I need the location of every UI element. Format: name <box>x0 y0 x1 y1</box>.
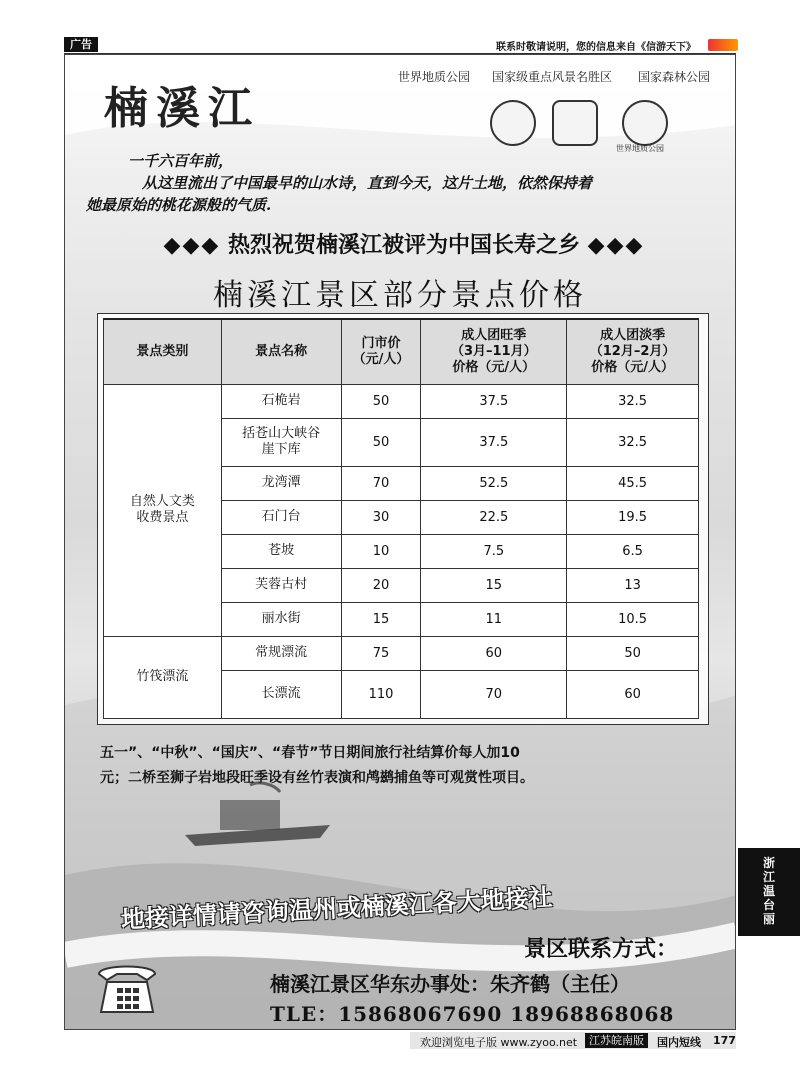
office-contact: 楠溪江景区华东办事处：朱齐鹤（主任） <box>270 972 630 996</box>
table-row <box>104 636 699 670</box>
category-cell: 竹筏漂流 <box>104 636 222 718</box>
spot-name-cell: 丽水街 <box>221 602 341 636</box>
retail-price-cell: 10 <box>341 534 421 568</box>
spot-name-cell: 苍坡 <box>221 534 341 568</box>
table-row <box>104 384 699 418</box>
spot-name-cell: 长漂流 <box>221 670 341 718</box>
offpeak-price-cell: 32.5 <box>567 418 699 466</box>
peak-price-cell: 60 <box>421 636 567 670</box>
peak-price-cell: 15 <box>421 568 567 602</box>
retail-price-cell: 75 <box>341 636 421 670</box>
diamond-ornament-left: ◆◆◆ <box>163 233 221 258</box>
telephone-icon <box>95 958 159 1016</box>
diamond-ornament-right: ◆◆◆ <box>587 233 645 258</box>
spot-name-cell: 石桅岩 <box>221 384 341 418</box>
retail-price-cell: 20 <box>341 568 421 602</box>
offpeak-price-cell: 6.5 <box>567 534 699 568</box>
peak-price-cell: 22.5 <box>421 500 567 534</box>
offpeak-price-cell: 13 <box>567 568 699 602</box>
header-category: 景点类别 <box>104 319 222 384</box>
peak-price-cell: 70 <box>421 670 567 718</box>
ad-tag: 广告 <box>64 37 98 52</box>
footer-edition-badge: 江苏皖南版 <box>585 1033 648 1048</box>
peak-price-cell: 52.5 <box>421 466 567 500</box>
side-tab-char: 江 <box>762 870 775 884</box>
category-cell: 自然人文类 收费景点 <box>104 384 222 636</box>
footer-section: 国内短线 <box>657 1036 701 1049</box>
poem-line-1: 一千六百年前， <box>128 152 234 170</box>
header-offpeak-price: 成人团淡季 （12月–2月） 价格（元/人） <box>567 319 699 384</box>
header-spot-name: 景点名称 <box>221 319 341 384</box>
page-number: 177 <box>713 1034 736 1047</box>
contact-title: 景区联系方式： <box>524 937 679 962</box>
offpeak-price-cell: 19.5 <box>567 500 699 534</box>
retail-price-cell: 110 <box>341 670 421 718</box>
notes-line-1: 五一”、“中秋”、“国庆”、“春节”节日期间旅行社结算价每人加10 <box>100 745 520 761</box>
spot-name-cell: 括苍山大峡谷 崖下库 <box>221 418 341 466</box>
retail-price-cell: 50 <box>341 418 421 466</box>
side-tab-char: 温 <box>762 884 775 898</box>
offpeak-price-cell: 10.5 <box>567 602 699 636</box>
retail-price-cell: 70 <box>341 466 421 500</box>
price-table <box>103 318 699 719</box>
header-retail-price: 门市价 （元/人） <box>341 319 421 384</box>
retail-price-cell: 15 <box>341 602 421 636</box>
bamboo-raft-illustration <box>180 780 340 850</box>
magazine-logo <box>708 39 738 51</box>
poem-line-2: 从这里流出了中国最早的山水诗，直到今天，这片土地，依然保持着 <box>142 174 593 192</box>
aaaa-emblem-icon <box>552 100 598 146</box>
peak-price-cell: 37.5 <box>421 384 567 418</box>
contact-slogan: 地接详情请咨询温州或楠溪江各大地接社 <box>120 883 554 934</box>
peak-price-cell: 37.5 <box>421 418 567 466</box>
headline-text: 热烈祝贺楠溪江被评为中国长寿之乡 <box>227 233 580 258</box>
offpeak-price-cell: 32.5 <box>567 384 699 418</box>
header-peak-price: 成人团旺季 （3月–11月） 价格（元/人） <box>421 319 567 384</box>
phone-numbers: TLE：15868067690 18968868068 <box>270 1002 675 1026</box>
spot-name-cell: 芙蓉古村 <box>221 568 341 602</box>
unesco-geopark-icon <box>622 100 668 146</box>
footer-website: 欢迎浏览电子版 www.zyoo.net <box>420 1036 578 1049</box>
poem-line-3: 她最原始的桃花源般的气质. <box>86 196 272 214</box>
retail-price-cell: 30 <box>341 500 421 534</box>
category-forest-park: 国家森林公园 <box>638 70 711 84</box>
spot-name-cell: 石门台 <box>221 500 341 534</box>
spot-name-cell: 龙湾潭 <box>221 466 341 500</box>
brand-logo-text: 楠溪江 <box>104 83 260 134</box>
table-header-row <box>104 319 699 384</box>
retail-price-cell: 50 <box>341 384 421 418</box>
category-scenic-area: 国家级重点风景名胜区 <box>492 70 613 84</box>
notes-line-2: 元；二桥至狮子岩地段旺季设有丝竹表演和鸬鹚捕鱼等可观赏性项目。 <box>100 770 534 786</box>
geopark-seal-caption: 世界地质公园 <box>616 144 664 153</box>
price-table-title: 楠溪江景区部分景点价格 <box>213 278 587 313</box>
source-note: 联系时敬请说明，您的信息来自《信游天下》 <box>496 42 696 53</box>
national-park-seal-icon <box>490 100 536 146</box>
side-tab-char: 台 <box>762 898 775 912</box>
peak-price-cell: 7.5 <box>421 534 567 568</box>
peak-price-cell: 11 <box>421 602 567 636</box>
headline <box>78 228 730 259</box>
side-tab-char: 浙 <box>762 856 775 870</box>
offpeak-price-cell: 45.5 <box>567 466 699 500</box>
offpeak-price-cell: 60 <box>567 670 699 718</box>
side-tab-char: 丽 <box>762 912 775 926</box>
region-side-tab <box>738 848 800 936</box>
spot-name-cell: 常规漂流 <box>221 636 341 670</box>
category-geopark: 世界地质公园 <box>398 70 471 84</box>
offpeak-price-cell: 50 <box>567 636 699 670</box>
